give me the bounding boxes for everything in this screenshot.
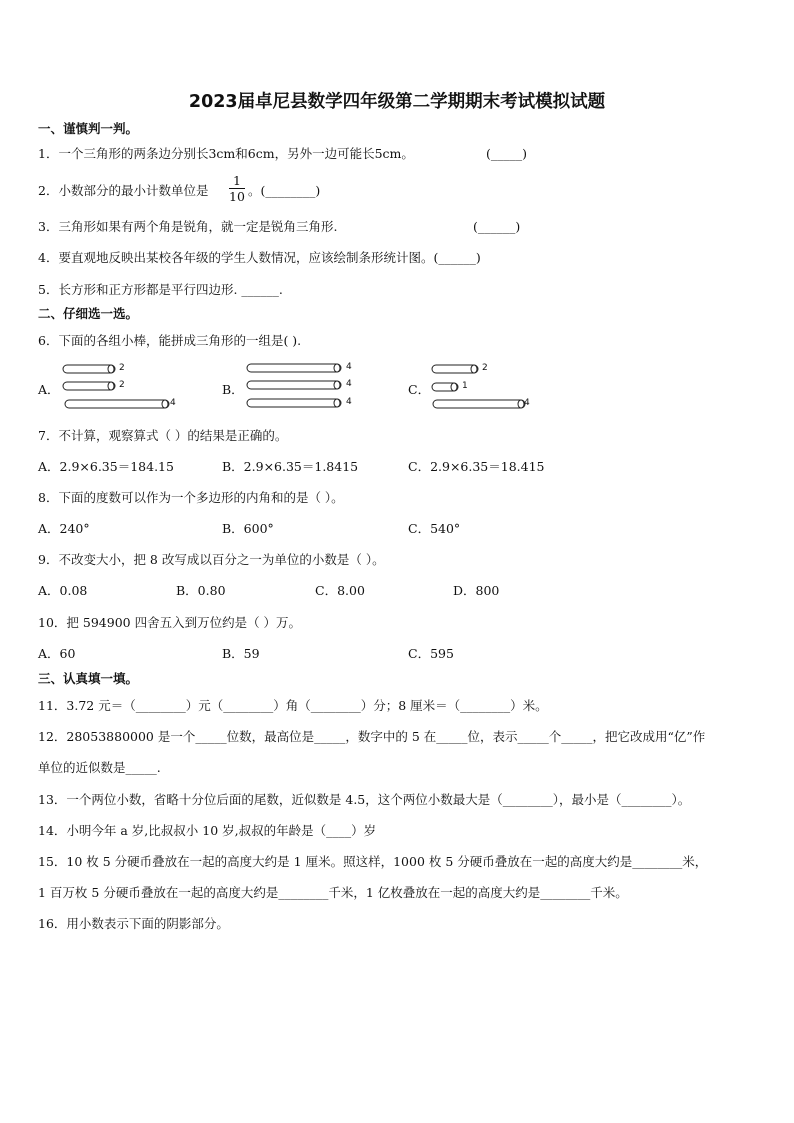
- question-number: 6．: [38, 333, 59, 348]
- stick-length-label: 2: [119, 380, 125, 390]
- question-15-continued: 1 百万枚 5 分硬币叠放在一起的高度大约是________千米，1 亿枚叠放在一起的高度大约是________千米。: [38, 885, 628, 900]
- question-number: 12．: [38, 729, 67, 744]
- question-text: 28053880000 是一个_____位数，最高位是_____，数字中的 5 在_____位，表示_____个_____，把它改成用“亿”作: [66, 729, 706, 744]
- question-text: 把 594900 四舍五入到万位约是（ ）万。: [66, 615, 302, 630]
- question-number: 5．: [38, 282, 59, 297]
- stick-length-label: 4: [346, 379, 352, 389]
- section-heading-choose: 二、仔细选一选。: [38, 306, 139, 321]
- question-text: 长方形和正方形都是平行四边形. ______.: [58, 282, 283, 297]
- question-1: [38, 146, 414, 162]
- option-a-label[interactable]: A．: [38, 382, 60, 397]
- option-b[interactable]: B．59: [222, 646, 260, 661]
- stick-length-label: 2: [119, 363, 125, 373]
- question-text: 下面的度数可以作为一个多边形的内角和的是（ ）。: [58, 490, 344, 505]
- question-12: [38, 729, 705, 745]
- question-number: 1．: [38, 146, 59, 161]
- stick-length-label: 4: [346, 362, 352, 372]
- question-number: 10．: [38, 615, 67, 630]
- stick-icon: [246, 398, 346, 408]
- question-text: 要直观地反映出某校各年级的学生人数情况，应该绘制条形统计图。(______): [58, 250, 481, 265]
- option-c[interactable]: C．8.00: [315, 583, 365, 598]
- fraction-numerator: 1: [229, 173, 245, 189]
- answer-blank[interactable]: 。(________): [248, 183, 321, 198]
- option-a[interactable]: A．240°: [38, 521, 90, 536]
- option-b[interactable]: B．600°: [222, 521, 274, 536]
- question-text: 三角形如果有两个角是锐角，就一定是锐角三角形.: [58, 219, 338, 234]
- question-number: 13．: [38, 792, 67, 807]
- page-title: 2023届卓尼县数学四年级第二学期期末考试模拟试题: [188, 92, 606, 112]
- stick-icon: [246, 363, 346, 373]
- stick-icon: [64, 399, 174, 409]
- question-number: 11．: [38, 698, 67, 713]
- question-14: [38, 823, 376, 839]
- stick-icon: [432, 399, 532, 409]
- stick-icon: [431, 364, 481, 374]
- question-text: 一个两位小数，省略十分位后面的尾数，近似数是 4.5，这个两位小数最大是（________），最小是（________）。: [66, 792, 691, 807]
- question-10: [38, 615, 301, 631]
- question-text: 10 枚 5 分硬币叠放在一起的高度大约是 1 厘米。照这样，1000 枚 5 分硬币叠放在一起的高度大约是________米，: [66, 854, 708, 869]
- question-16: [38, 916, 229, 932]
- question-number: 9．: [38, 552, 59, 567]
- question-number: 15．: [38, 854, 67, 869]
- stick-icon: [431, 382, 461, 392]
- question-text: 用小数表示下面的阴影部分。: [66, 916, 229, 931]
- question-2: [38, 183, 208, 199]
- question-5: [38, 282, 283, 298]
- question-4: [38, 250, 481, 266]
- option-b[interactable]: B．2.9×6.35＝1.8415: [222, 459, 359, 474]
- question-number: 7．: [38, 428, 59, 443]
- question-13: [38, 792, 690, 808]
- fraction-denominator: 10: [229, 189, 245, 204]
- question-text: 不改变大小，把 8 改写成以百分之一为单位的小数是（ ）。: [58, 552, 385, 567]
- section-heading-judge: 一、谨慎判一判。: [38, 121, 139, 136]
- question-number: 4．: [38, 250, 59, 265]
- fraction-one-tenth: [229, 173, 245, 204]
- stick-length-label: 4: [346, 397, 352, 407]
- question-number: 14．: [38, 823, 67, 838]
- question-8: [38, 490, 344, 506]
- option-c[interactable]: C．595: [408, 646, 454, 661]
- question-text: 下面的各组小棒，能拼成三角形的一组是( ).: [58, 333, 302, 348]
- question-text: 一个三角形的两条边分别长3cm和6cm，另外一边可能长5cm。: [58, 146, 414, 161]
- question-text: 小明今年 a 岁,比叔叔小 10 岁,叔叔的年龄是（____）岁: [66, 823, 377, 838]
- question-15: [38, 854, 707, 870]
- question-text: 不计算，观察算式（ ）的结果是正确的。: [58, 428, 288, 443]
- question-text: 3.72 元＝（________）元（________）角（________）分；8 厘米＝（________）米。: [66, 698, 548, 713]
- question-3: [38, 219, 337, 235]
- question-number: 2．: [38, 183, 59, 198]
- stick-length-label: 2: [482, 363, 488, 373]
- option-b[interactable]: B．0.80: [176, 583, 226, 598]
- question-text: 小数部分的最小计数单位是: [58, 183, 209, 198]
- question-number: 3．: [38, 219, 59, 234]
- answer-blank[interactable]: (_____): [486, 146, 528, 161]
- section-heading-fill: 三、认真填一填。: [38, 671, 139, 686]
- stick-length-label: 4: [170, 398, 176, 408]
- option-a[interactable]: A．60: [38, 646, 76, 661]
- option-c[interactable]: C．2.9×6.35＝18.415: [408, 459, 545, 474]
- option-c-label[interactable]: C．: [408, 382, 431, 397]
- option-c[interactable]: C．540°: [408, 521, 461, 536]
- question-6: [38, 333, 301, 349]
- option-a[interactable]: A．0.08: [38, 583, 88, 598]
- stick-length-label: 1: [462, 381, 468, 391]
- option-b-label[interactable]: B．: [222, 382, 244, 397]
- answer-blank[interactable]: (______): [473, 219, 521, 234]
- stick-icon: [246, 380, 346, 390]
- option-d[interactable]: D．800: [453, 583, 500, 598]
- question-9: [38, 552, 385, 568]
- question-7: [38, 428, 287, 444]
- stick-length-label: 4: [524, 398, 530, 408]
- question-number: 16．: [38, 916, 67, 931]
- question-number: 8．: [38, 490, 59, 505]
- question-11: [38, 698, 548, 714]
- stick-icon: [62, 364, 122, 374]
- stick-icon: [62, 381, 122, 391]
- question-12-continued: 单位的近似数是_____.: [38, 760, 161, 775]
- option-a[interactable]: A．2.9×6.35＝184.15: [38, 459, 174, 474]
